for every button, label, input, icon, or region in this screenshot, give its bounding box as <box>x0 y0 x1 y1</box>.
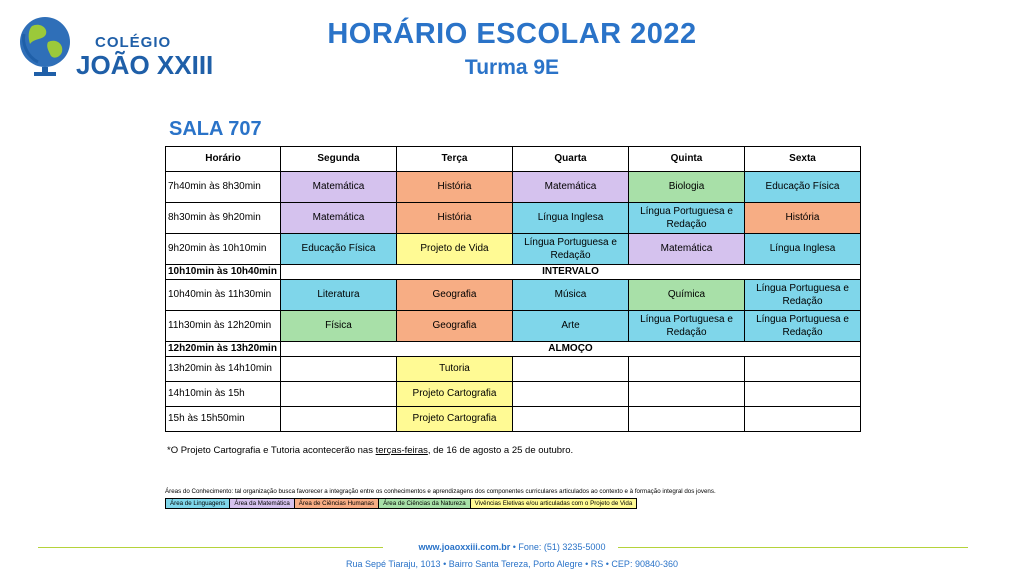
class-cell: Educação Física <box>745 172 861 203</box>
time-cell: 12h20min às 13h20min <box>166 342 281 357</box>
areas-legend <box>165 498 637 509</box>
class-cell: Matemática <box>513 172 629 203</box>
class-cell <box>513 357 629 382</box>
class-cell <box>629 382 745 407</box>
class-cell <box>281 382 397 407</box>
footnote-text-before: *O Projeto Cartografia e Tutoria acontecerão nas <box>167 445 376 456</box>
time-cell: 14h10min às 15h <box>166 382 281 407</box>
break-row <box>166 342 861 357</box>
class-cell: Física <box>281 311 397 342</box>
areas-description: Áreas do Conhecimento: tal organização busca favorecer a integração entre os conhecimentos e aprendizagens dos componentes curriculares articulados ao contexto e à formação integral dos jovens. <box>165 488 716 495</box>
logo-line-1: COLÉGIO <box>95 34 172 51</box>
class-cell: Língua Inglesa <box>745 234 861 265</box>
time-cell: 11h30min às 12h20min <box>166 311 281 342</box>
class-cell: História <box>397 172 513 203</box>
class-cell: Tutoria <box>397 357 513 382</box>
class-cell: Química <box>629 280 745 311</box>
class-cell <box>629 357 745 382</box>
class-cell <box>745 407 861 432</box>
logo-line-2: JOÃO XXIII <box>76 50 214 80</box>
time-cell: 10h10min às 10h40min <box>166 265 281 280</box>
legend-item-humanas: Área de Ciências Humanas <box>295 498 379 509</box>
class-cell <box>745 357 861 382</box>
class-cell: Matemática <box>629 234 745 265</box>
time-cell: 9h20min às 10h10min <box>166 234 281 265</box>
break-label: ALMOÇO <box>281 342 861 357</box>
class-cell: Língua Portuguesa e Redação <box>629 203 745 234</box>
class-cell: Música <box>513 280 629 311</box>
footer-website[interactable]: www.joaoxxiii.com.br <box>418 542 511 552</box>
legend-item-natureza: Área de Ciências da Natureza <box>379 498 471 509</box>
column-header-monday: Segunda <box>281 147 397 172</box>
break-row <box>166 265 861 280</box>
class-cell <box>629 407 745 432</box>
column-header-thursday: Quinta <box>629 147 745 172</box>
time-cell: 13h20min às 14h10min <box>166 357 281 382</box>
class-cell <box>281 357 397 382</box>
page-subtitle: Turma 9E <box>464 56 560 79</box>
class-cell: História <box>397 203 513 234</box>
table-row <box>166 357 861 382</box>
class-cell: Arte <box>513 311 629 342</box>
class-cell: Matemática <box>281 172 397 203</box>
footer-address: Rua Sepé Tiaraju, 1013 • Bairro Santa Tereza, Porto Alegre • RS • CEP: 90840-360 <box>346 559 678 569</box>
column-header-time: Horário <box>166 147 281 172</box>
class-cell <box>745 382 861 407</box>
time-cell: 8h30min às 9h20min <box>166 203 281 234</box>
class-cell: Matemática <box>281 203 397 234</box>
footer-phone: • Fone: (51) 3235-5000 <box>512 542 606 552</box>
class-cell: Projeto Cartografia <box>397 407 513 432</box>
class-cell: Educação Física <box>281 234 397 265</box>
class-cell: Biologia <box>629 172 745 203</box>
footnote <box>167 445 573 456</box>
legend-item-linguagens: Área de Linguagens <box>165 498 230 509</box>
class-cell: Literatura <box>281 280 397 311</box>
class-cell <box>281 407 397 432</box>
table-row <box>166 203 861 234</box>
class-cell: Língua Portuguesa e Redação <box>629 311 745 342</box>
class-cell <box>513 407 629 432</box>
footnote-text-after: , de 16 de agosto a 25 de outubro. <box>427 445 574 456</box>
class-cell: Projeto Cartografia <box>397 382 513 407</box>
table-row <box>166 311 861 342</box>
class-cell: Língua Portuguesa e Redação <box>745 280 861 311</box>
class-cell: Geografia <box>397 280 513 311</box>
time-cell: 15h às 15h50min <box>166 407 281 432</box>
table-row <box>166 382 861 407</box>
class-cell: Geografia <box>397 311 513 342</box>
class-cell: Projeto de Vida <box>397 234 513 265</box>
page-title: HORÁRIO ESCOLAR 2022 <box>327 18 697 50</box>
table-row <box>166 234 861 265</box>
table-row <box>166 280 861 311</box>
legend-item-vivencias: Vivências Eletivas e/ou articuladas com o Projeto de Vida <box>471 498 638 509</box>
footnote-underlined: terças-feiras <box>375 445 428 456</box>
room-label: SALA 707 <box>169 118 262 140</box>
class-cell: Língua Portuguesa e Redação <box>513 234 629 265</box>
legend-item-matematica: Área da Matemática <box>230 498 294 509</box>
time-cell: 7h40min às 8h30min <box>166 172 281 203</box>
footer-contact <box>0 542 1024 552</box>
time-cell: 10h40min às 11h30min <box>166 280 281 311</box>
table-header-row <box>166 147 861 172</box>
table-row <box>166 172 861 203</box>
class-cell: Língua Portuguesa e Redação <box>745 311 861 342</box>
column-header-friday: Sexta <box>745 147 861 172</box>
break-label: INTERVALO <box>281 265 861 280</box>
class-cell: História <box>745 203 861 234</box>
column-header-tuesday: Terça <box>397 147 513 172</box>
column-header-wednesday: Quarta <box>513 147 629 172</box>
schedule-table <box>165 146 861 432</box>
class-cell <box>513 382 629 407</box>
table-row <box>166 407 861 432</box>
class-cell: Língua Inglesa <box>513 203 629 234</box>
